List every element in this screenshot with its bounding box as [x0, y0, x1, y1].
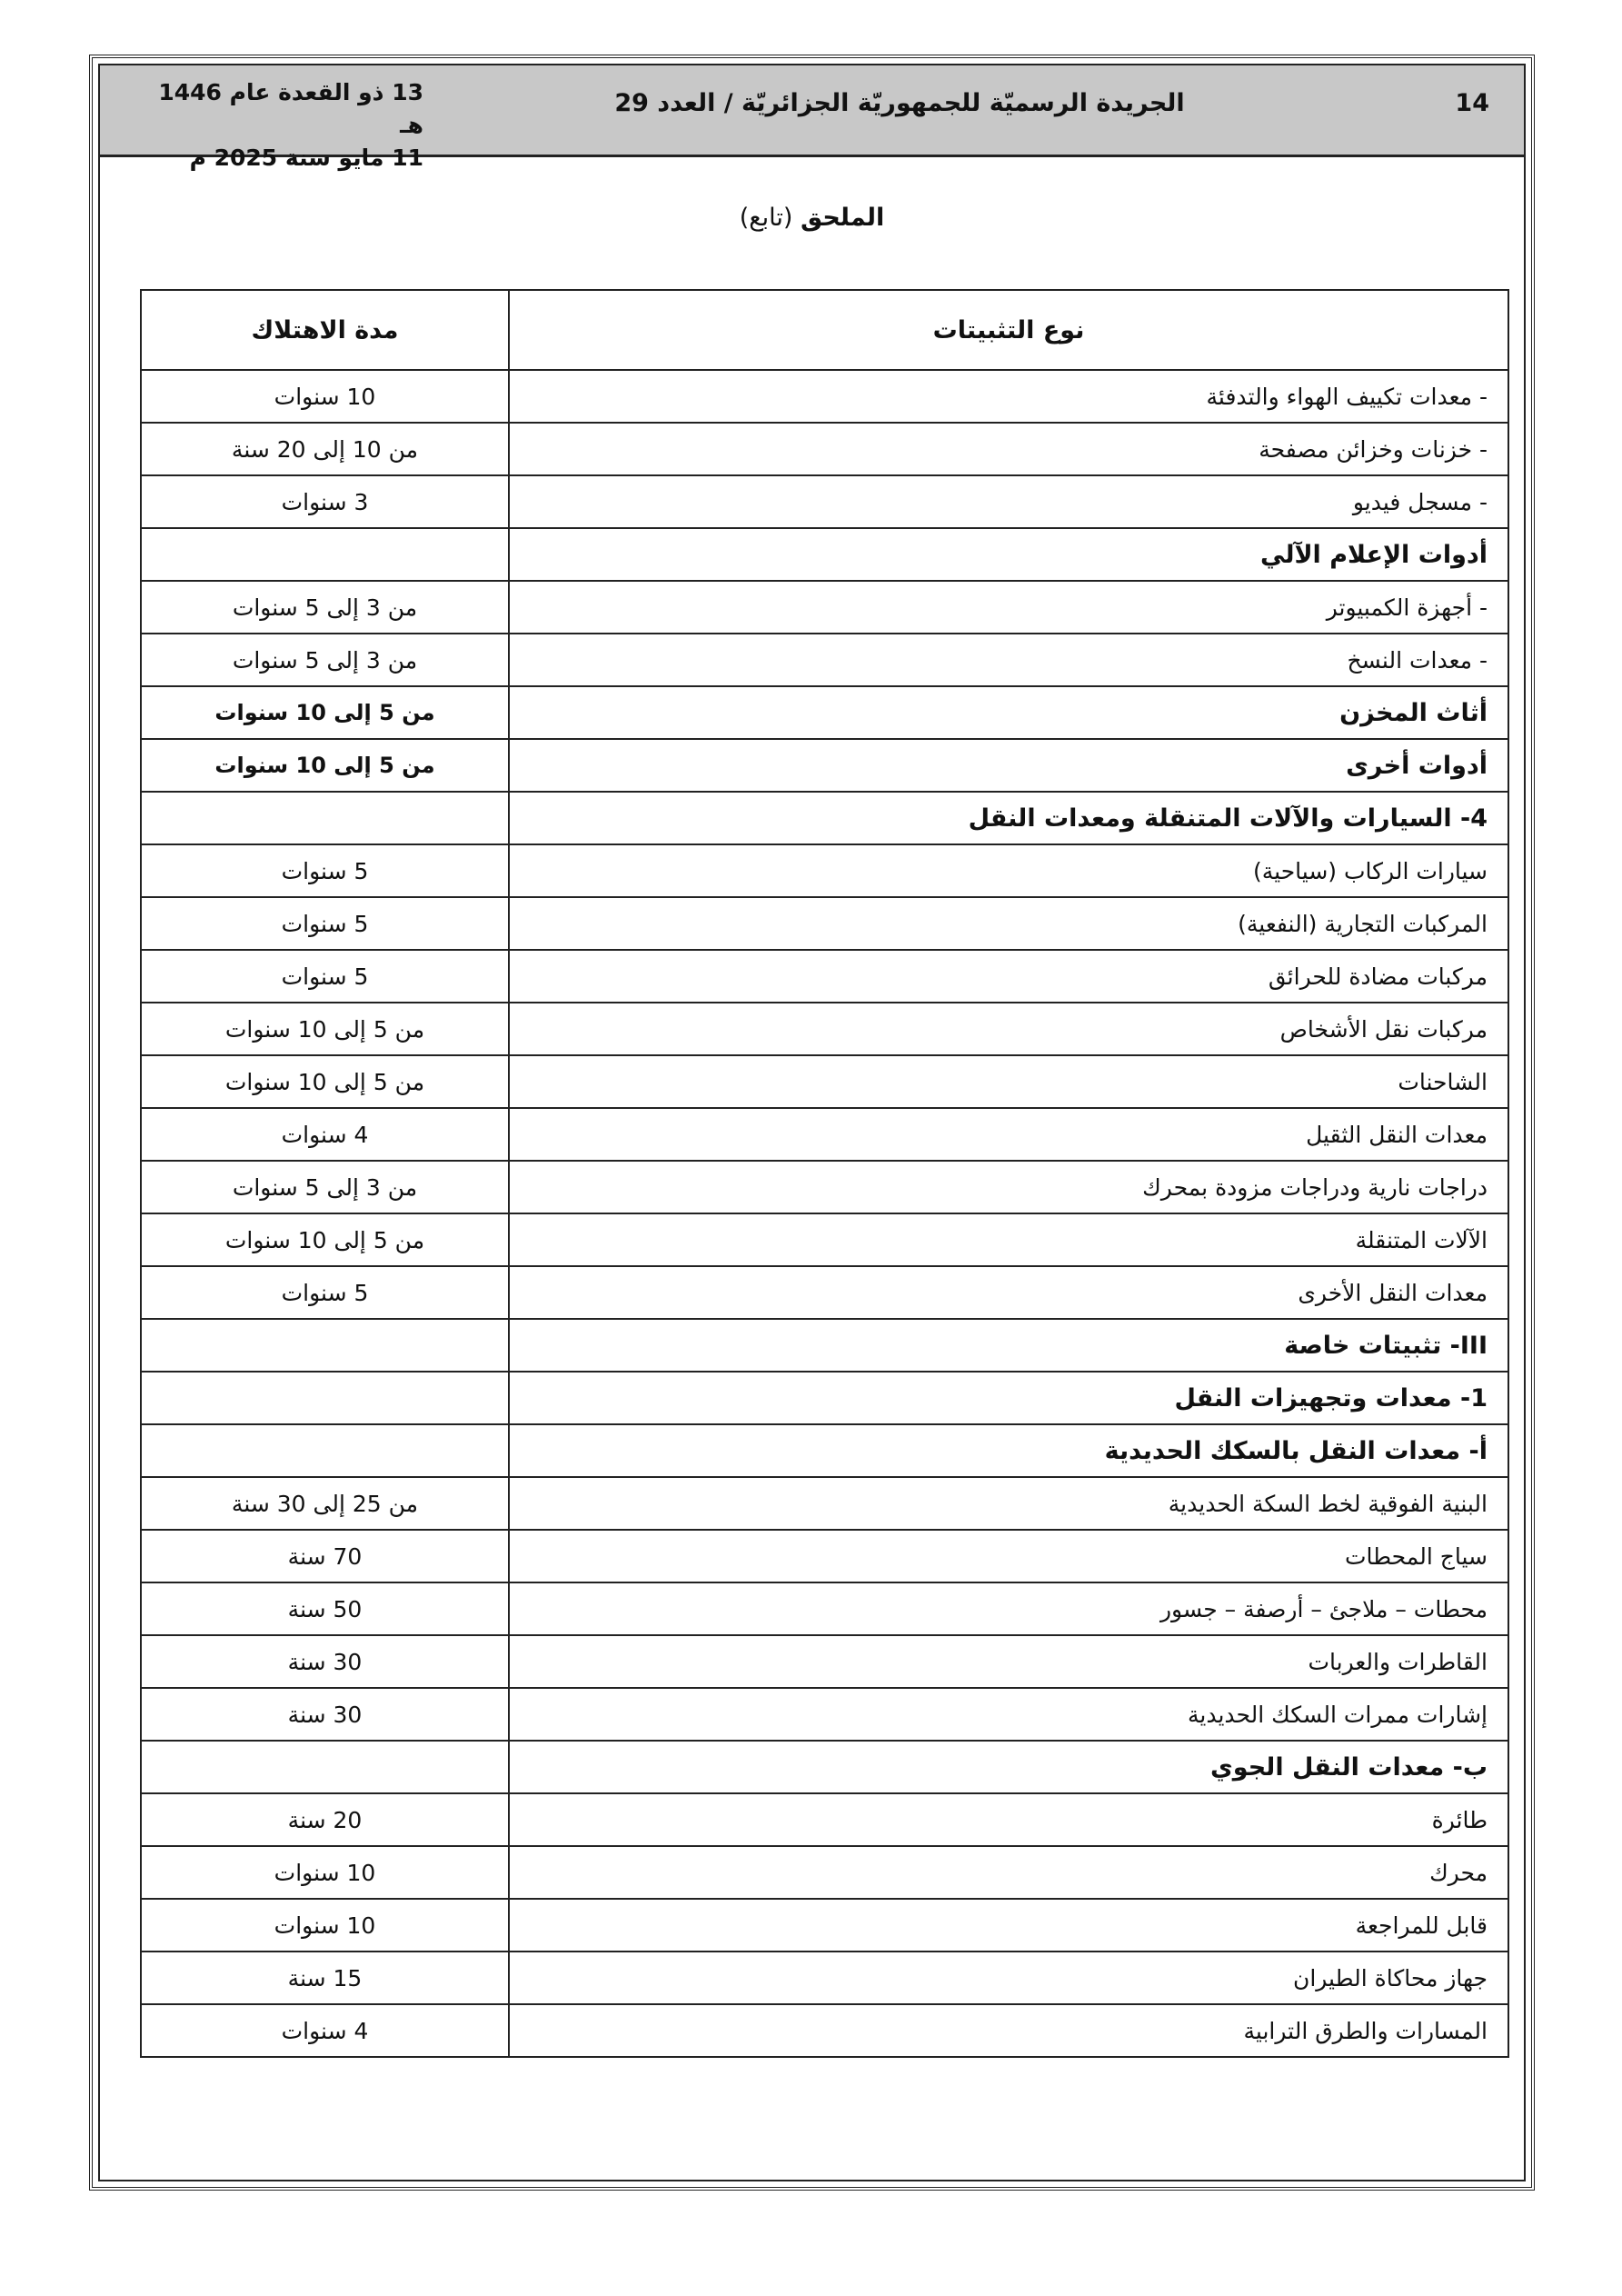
- page-number: 14: [1455, 89, 1489, 117]
- table-row: [141, 1108, 1508, 1161]
- journal-title: الجريدة الرسميّة للجمهوريّة الجزائريّة / العدد 29: [614, 89, 1185, 117]
- asset-type: - خزنات وخزائن مصفحة: [509, 423, 1508, 475]
- section-heading: أدوات الإعلام الآلي: [509, 528, 1508, 581]
- section-heading: 1- معدات وتجهيزات النقل: [509, 1372, 1508, 1424]
- column-header-type: نوع التثبيتات: [509, 290, 1508, 370]
- table-row: [141, 1477, 1508, 1530]
- depreciation-duration: من 25 إلى 30 سنة: [141, 1477, 509, 1530]
- section-heading: III- تثبيتات خاصة: [509, 1319, 1508, 1372]
- depreciation-duration: 5 سنوات: [141, 950, 509, 1003]
- asset-type: المركبات التجارية (النفعية): [509, 897, 1508, 950]
- asset-type: سيارات الركاب (سياحية): [509, 844, 1508, 897]
- depreciation-duration: 30 سنة: [141, 1688, 509, 1741]
- depreciation-duration: 4 سنوات: [141, 1108, 509, 1161]
- depreciation-duration: 10 سنوات: [141, 370, 509, 423]
- page-header: [100, 65, 1524, 171]
- depreciation-duration: [141, 1372, 509, 1424]
- section-heading: 4- السيارات والآلات المتنقلة ومعدات النقل: [509, 792, 1508, 844]
- table-row: [141, 1266, 1508, 1319]
- table-row: [141, 1793, 1508, 1846]
- table-row: [141, 1688, 1508, 1741]
- depreciation-duration: من 5 إلى 10 سنوات: [141, 1213, 509, 1266]
- depreciation-duration: من 3 إلى 5 سنوات: [141, 634, 509, 686]
- depreciation-duration: 4 سنوات: [141, 2004, 509, 2057]
- asset-type: معدات النقل الثقيل: [509, 1108, 1508, 1161]
- section-row: [141, 1424, 1508, 1477]
- table-row: [141, 1846, 1508, 1899]
- depreciation-duration: 50 سنة: [141, 1582, 509, 1635]
- asset-type: قابل للمراجعة: [509, 1899, 1508, 1952]
- asset-type: البنية الفوقية لخط السكة الحديدية: [509, 1477, 1508, 1530]
- annex-title: [100, 204, 1524, 232]
- depreciation-duration: 5 سنوات: [141, 897, 509, 950]
- depreciation-table: [140, 289, 1509, 2058]
- asset-type: دراجات نارية ودراجات مزودة بمحرك: [509, 1161, 1508, 1213]
- section-row: [141, 1372, 1508, 1424]
- depreciation-duration: [141, 1424, 509, 1477]
- table-row: [141, 1952, 1508, 2004]
- table-row: [141, 370, 1508, 423]
- depreciation-duration: من 5 إلى 10 سنوات: [141, 739, 509, 792]
- section-row: [141, 528, 1508, 581]
- asset-type: طائرة: [509, 1793, 1508, 1846]
- depreciation-duration: 30 سنة: [141, 1635, 509, 1688]
- table-row: [141, 475, 1508, 528]
- asset-type: - معدات النسخ: [509, 634, 1508, 686]
- depreciation-duration: 5 سنوات: [141, 1266, 509, 1319]
- section-row: [141, 1319, 1508, 1372]
- section-heading: أدوات أخرى: [509, 739, 1508, 792]
- table-row: [141, 1635, 1508, 1688]
- depreciation-duration: من 3 إلى 5 سنوات: [141, 581, 509, 634]
- table-row: [141, 1161, 1508, 1213]
- depreciation-duration: [141, 792, 509, 844]
- table-row: [141, 634, 1508, 686]
- table-row: [141, 1899, 1508, 1952]
- asset-type: الآلات المتنقلة: [509, 1213, 1508, 1266]
- table-row: [141, 1213, 1508, 1266]
- asset-type: مركبات نقل الأشخاص: [509, 1003, 1508, 1055]
- table-row: [141, 2004, 1508, 2057]
- table-row: [141, 897, 1508, 950]
- depreciation-duration: 15 سنة: [141, 1952, 509, 2004]
- table-header-row: [141, 290, 1508, 370]
- section-heading: أثاث المخزن: [509, 686, 1508, 739]
- depreciation-duration: 70 سنة: [141, 1530, 509, 1582]
- gregorian-date: 11 مايو سنة 2025 م: [189, 145, 423, 171]
- section-row: [141, 1741, 1508, 1793]
- annex-title-main: الملحق: [800, 204, 885, 232]
- table-row: [141, 423, 1508, 475]
- asset-type: القاطرات والعربات: [509, 1635, 1508, 1688]
- depreciation-duration: [141, 1741, 509, 1793]
- asset-type: مركبات مضادة للحرائق: [509, 950, 1508, 1003]
- page-frame: [89, 55, 1535, 2191]
- asset-type: معدات النقل الأخرى: [509, 1266, 1508, 1319]
- table-row: [141, 844, 1508, 897]
- section-row: [141, 739, 1508, 792]
- depreciation-duration: [141, 528, 509, 581]
- table-row: [141, 581, 1508, 634]
- asset-type: محطات – ملاجئ – أرصفة – جسور: [509, 1582, 1508, 1635]
- section-row: [141, 686, 1508, 739]
- annex-title-sub: (تابع): [739, 204, 793, 232]
- depreciation-duration: من 3 إلى 5 سنوات: [141, 1161, 509, 1213]
- depreciation-duration: 3 سنوات: [141, 475, 509, 528]
- depreciation-duration: من 5 إلى 10 سنوات: [141, 1055, 509, 1108]
- asset-type: محرك: [509, 1846, 1508, 1899]
- table-row: [141, 1582, 1508, 1635]
- asset-type: إشارات ممرات السكك الحديدية: [509, 1688, 1508, 1741]
- asset-type: - مسجل فيديو: [509, 475, 1508, 528]
- depreciation-duration: من 5 إلى 10 سنوات: [141, 686, 509, 739]
- depreciation-duration: 5 سنوات: [141, 844, 509, 897]
- asset-type: جهاز محاكاة الطيران: [509, 1952, 1508, 2004]
- table-row: [141, 950, 1508, 1003]
- depreciation-duration: 10 سنوات: [141, 1846, 509, 1899]
- asset-type: المسارات والطرق الترابية: [509, 2004, 1508, 2057]
- asset-type: سياج المحطات: [509, 1530, 1508, 1582]
- page-inner-frame: [98, 64, 1526, 2181]
- depreciation-duration: 20 سنة: [141, 1793, 509, 1846]
- table-row: [141, 1530, 1508, 1582]
- column-header-duration: مدة الاهتلاك: [141, 290, 509, 370]
- depreciation-duration: [141, 1319, 509, 1372]
- asset-type: - أجهزة الكمبيوتر: [509, 581, 1508, 634]
- depreciation-duration: 10 سنوات: [141, 1899, 509, 1952]
- section-heading: ب- معدات النقل الجوي: [509, 1741, 1508, 1793]
- header-dates: [133, 76, 423, 175]
- table-row: [141, 1055, 1508, 1108]
- section-heading: أ- معدات النقل بالسكك الحديدية: [509, 1424, 1508, 1477]
- depreciation-duration: من 10 إلى 20 سنة: [141, 423, 509, 475]
- asset-type: الشاحنات: [509, 1055, 1508, 1108]
- hijri-date: 13 ذو القعدة عام 1446 هـ: [158, 79, 423, 138]
- table-row: [141, 1003, 1508, 1055]
- depreciation-duration: من 5 إلى 10 سنوات: [141, 1003, 509, 1055]
- section-row: [141, 792, 1508, 844]
- asset-type: - معدات تكييف الهواء والتدفئة: [509, 370, 1508, 423]
